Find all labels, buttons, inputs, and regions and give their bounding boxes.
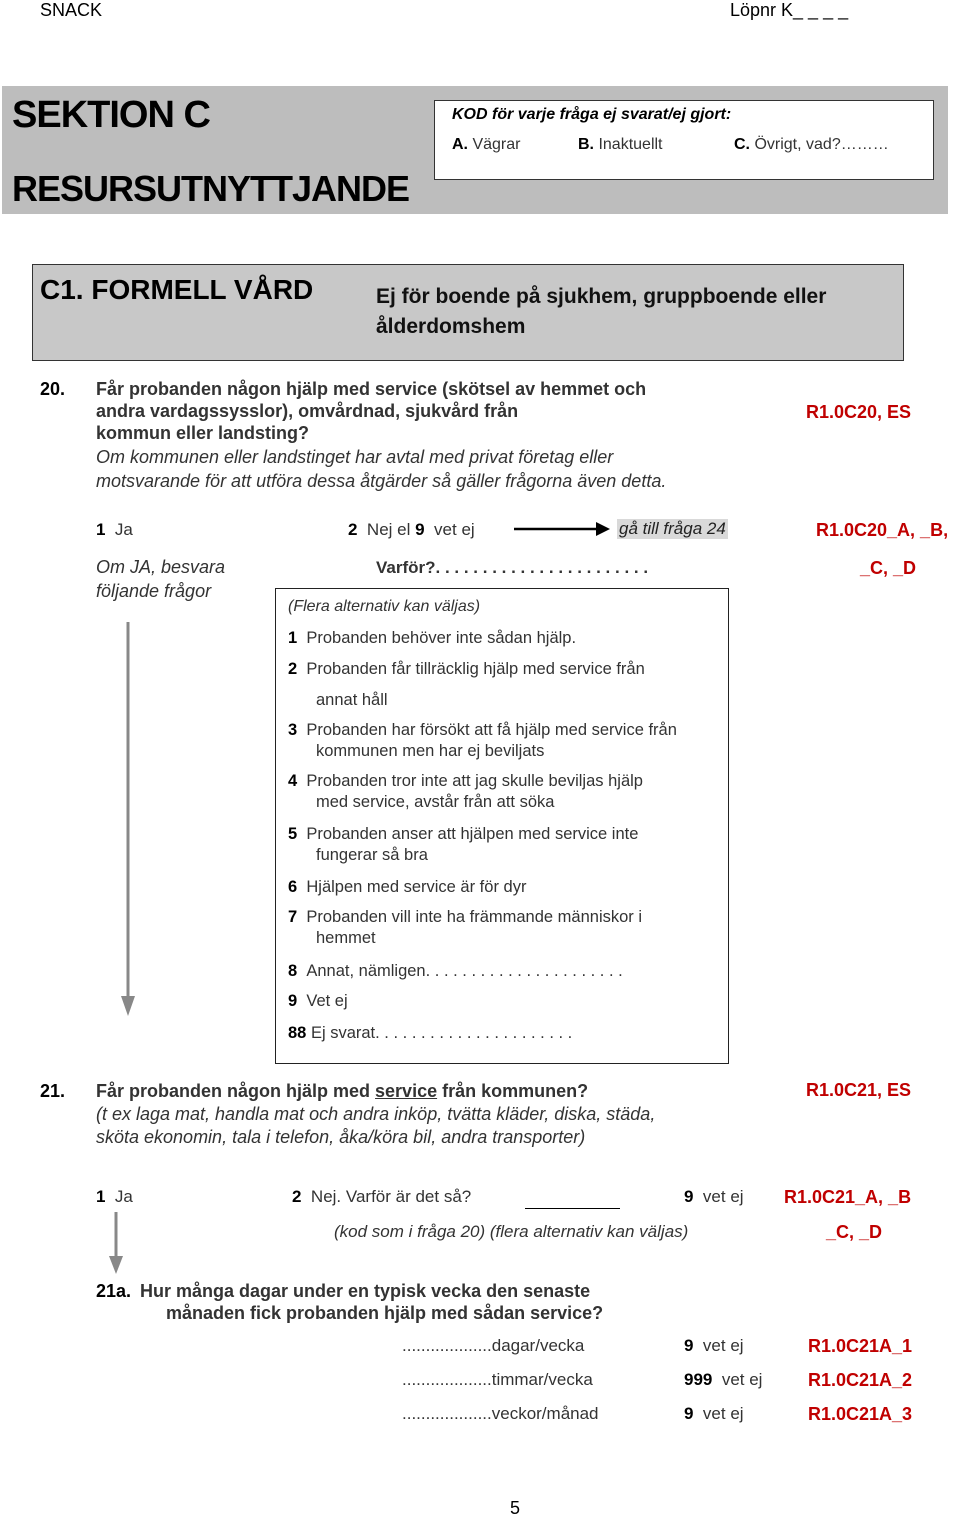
c1-title: C1. FORMELL VÅRD bbox=[40, 274, 314, 305]
q20-sub1: Om kommunen eller landstinget har avtal med privat företag eller bbox=[96, 447, 614, 467]
q21a-line2: månaden fick probanden hjälp med sådan service? bbox=[166, 1303, 604, 1323]
reason-item[interactable]: 8 Annat, nämligen. . . . . . . . . . . . . . . . . . . . . . bbox=[288, 962, 623, 980]
q21-sub1: (t ex laga mat, handla mat och andra inköp, tvätta kläder, diska, städa, bbox=[96, 1104, 656, 1124]
q21a-number: 21a. bbox=[96, 1281, 132, 1301]
q21a-row-code: R1.0C21A_3 bbox=[808, 1404, 913, 1424]
reason-item-cont: annat håll bbox=[316, 691, 388, 709]
q21a-row-label[interactable]: ...................dagar/vecka bbox=[402, 1336, 585, 1355]
q21-number: 21. bbox=[40, 1081, 66, 1101]
reason-item[interactable]: 6 Hjälpen med service är för dyr bbox=[288, 878, 527, 896]
reason-item[interactable]: 7 Probanden vill inte ha främmande människor i bbox=[288, 908, 643, 926]
kod-b: B. Inaktuellt bbox=[578, 136, 663, 153]
q21-sub2: sköta ekonomin, tala i telefon, åka/köra bil, andra transporter) bbox=[96, 1127, 586, 1147]
reasons-note: (Flera alternativ kan väljas) bbox=[288, 598, 481, 615]
arrow-right-icon bbox=[512, 518, 612, 540]
reason-item[interactable]: 4 Probanden tror inte att jag skulle beviljas hjälp bbox=[288, 772, 643, 790]
header-left: SNACK bbox=[40, 0, 103, 20]
q20-ans-ja[interactable]: 1 Ja bbox=[96, 520, 133, 539]
q20-goto: gå till fråga 24 bbox=[619, 519, 726, 538]
q20-code3: _C, _D bbox=[860, 558, 917, 578]
q20-code: R1.0C20, ES bbox=[806, 402, 912, 422]
reason-item-cont: hemmet bbox=[316, 929, 376, 947]
reason-item-cont: kommunen men har ej beviljats bbox=[316, 742, 545, 760]
kod-title: KOD för varje fråga ej svarat/ej gjort: bbox=[452, 106, 732, 123]
q21-code: R1.0C21, ES bbox=[806, 1080, 912, 1100]
header-right: Löpnr K_ _ _ _ bbox=[730, 0, 849, 20]
section-subtitle: RESURSUTNYTTJANDE bbox=[12, 168, 410, 209]
q21-ans-nej[interactable]: 2 Nej. Varför är det så? bbox=[292, 1187, 472, 1206]
q21-ans-vetej[interactable]: 9 vet ej bbox=[684, 1187, 744, 1206]
q20-om-ja: Om JA, besvara bbox=[96, 557, 226, 577]
q20-number: 20. bbox=[40, 379, 66, 399]
q21-ans-ja[interactable]: 1 Ja bbox=[96, 1187, 133, 1206]
kod-c: C. Övrigt, vad?……… bbox=[734, 136, 889, 153]
q21a-row-code: R1.0C21A_1 bbox=[808, 1336, 913, 1356]
arrow-down-icon bbox=[106, 1212, 126, 1276]
q20-varfor: Varför?. . . . . . . . . . . . . . . . . . . . . . . bbox=[376, 558, 649, 577]
q21-kod-note: (kod som i fråga 20) (flera alternativ kan väljas) bbox=[334, 1222, 689, 1241]
q21a-row-vetej[interactable]: 9 vet ej bbox=[684, 1336, 744, 1355]
q21-code3: _C, _D bbox=[826, 1222, 883, 1242]
q20-line1: Får probanden någon hjälp med service (skötsel av hemmet och bbox=[96, 379, 647, 399]
reason-item[interactable]: 2 Probanden får tillräcklig hjälp med service från bbox=[288, 660, 645, 678]
q21-text: Får probanden någon hjälp med service från kommunen? bbox=[96, 1081, 589, 1101]
q20-om-ja2: följande frågor bbox=[96, 581, 212, 601]
q20-line2: andra vardagssysslor), omvårdnad, sjukvård från bbox=[96, 401, 519, 421]
page-number: 5 bbox=[510, 1498, 521, 1518]
kod-a: A. Vägrar bbox=[452, 136, 521, 153]
reason-item[interactable]: 9 Vet ej bbox=[288, 992, 348, 1010]
q21a-row-label[interactable]: ...................veckor/månad bbox=[402, 1404, 599, 1423]
q20-ans-nej[interactable]: 2 Nej el 9 vet ej bbox=[348, 520, 475, 539]
reason-item-cont: med service, avstår från att söka bbox=[316, 793, 555, 811]
reason-item[interactable]: 5 Probanden anser att hjälpen med service inte bbox=[288, 825, 639, 843]
reason-item[interactable]: 88 Ej svarat. . . . . . . . . . . . . . . . . . . . . . bbox=[288, 1024, 573, 1042]
arrow-down-icon bbox=[118, 622, 138, 1018]
q21a-line1: Hur många dagar under en typisk vecka den senaste bbox=[140, 1281, 591, 1301]
c1-note: Ej för boende på sjukhem, gruppboende eller ålderdomshem bbox=[376, 285, 827, 338]
section-title: SEKTION C bbox=[12, 94, 210, 136]
q21a-row-code: R1.0C21A_2 bbox=[808, 1370, 913, 1390]
q21-code2: R1.0C21_A, _B bbox=[784, 1187, 912, 1207]
q21a-row-vetej[interactable]: 999 vet ej bbox=[684, 1370, 763, 1389]
q20-code2: R1.0C20_A, _B, bbox=[816, 520, 949, 540]
q20-sub2: motsvarande för att utföra dessa åtgärder så gäller frågorna även detta. bbox=[96, 471, 667, 491]
q20-line3: kommun eller landsting? bbox=[96, 423, 310, 443]
q21-answer-line[interactable] bbox=[525, 1208, 620, 1209]
q21a-row-label[interactable]: ...................timmar/vecka bbox=[402, 1370, 593, 1389]
reason-item[interactable]: 3 Probanden har försökt att få hjälp med service från bbox=[288, 721, 677, 739]
reason-item-cont: fungerar så bra bbox=[316, 846, 428, 864]
q21a-row-vetej[interactable]: 9 vet ej bbox=[684, 1404, 744, 1423]
reason-item[interactable]: 1 Probanden behöver inte sådan hjälp. bbox=[288, 629, 577, 647]
